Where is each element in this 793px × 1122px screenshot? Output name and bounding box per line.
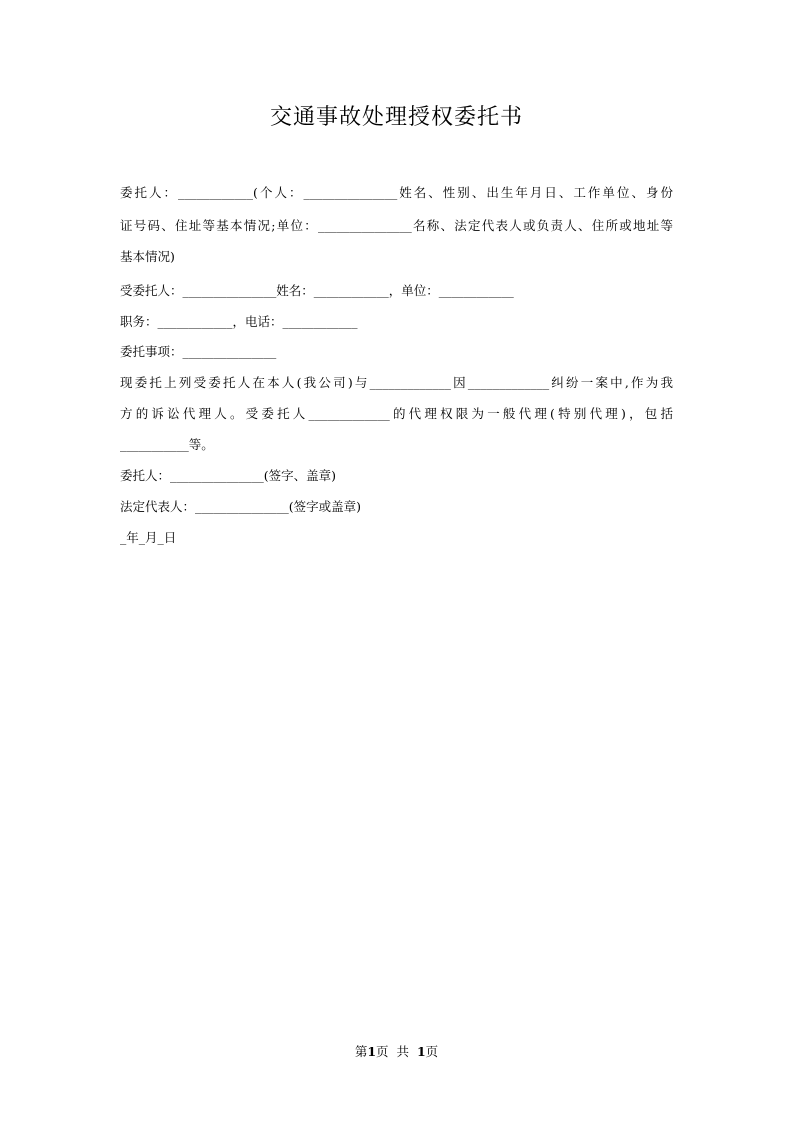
signature-legal-representative: 法定代表人：_______________(签字或盖章) [120,499,362,514]
clause-authorization-line-1: 现委托上列受委托人在本人(我公司)与_____________因_____________纠纷一案中,作为我 [120,375,673,390]
clause-principal-line-3: 基本情况) [120,249,175,264]
signature-principal: 委托人：_______________(签字、盖章) [120,468,337,483]
page-number: 第1页 共 1页 [354,1044,439,1059]
clause-agent: 受委托人：_______________姓名：____________，单位：____________ [120,283,514,298]
clause-agent-title-phone: 职务：____________，电话：____________ [120,314,358,329]
clause-authorization-line-2: 方的诉讼代理人。受委托人_____________的代理权限为一般代理(特别代理)，包括 [120,406,673,421]
document-title: 交通事故处理授权委托书 [269,105,523,130]
clause-authorization-line-3: ___________等。 [120,437,214,452]
clause-matters: 委托事项：_______________ [120,344,277,359]
clause-principal-line-2: 证号码、住址等基本情况;单位：_______________名称、法定代表人或负责人、住所或地址等 [120,218,673,233]
signature-date: _年_月_日 [120,530,177,545]
clause-principal-line-1: 委托人：____________(个人：_______________姓名、性别、出生年月日、工作单位、身份 [120,185,673,200]
